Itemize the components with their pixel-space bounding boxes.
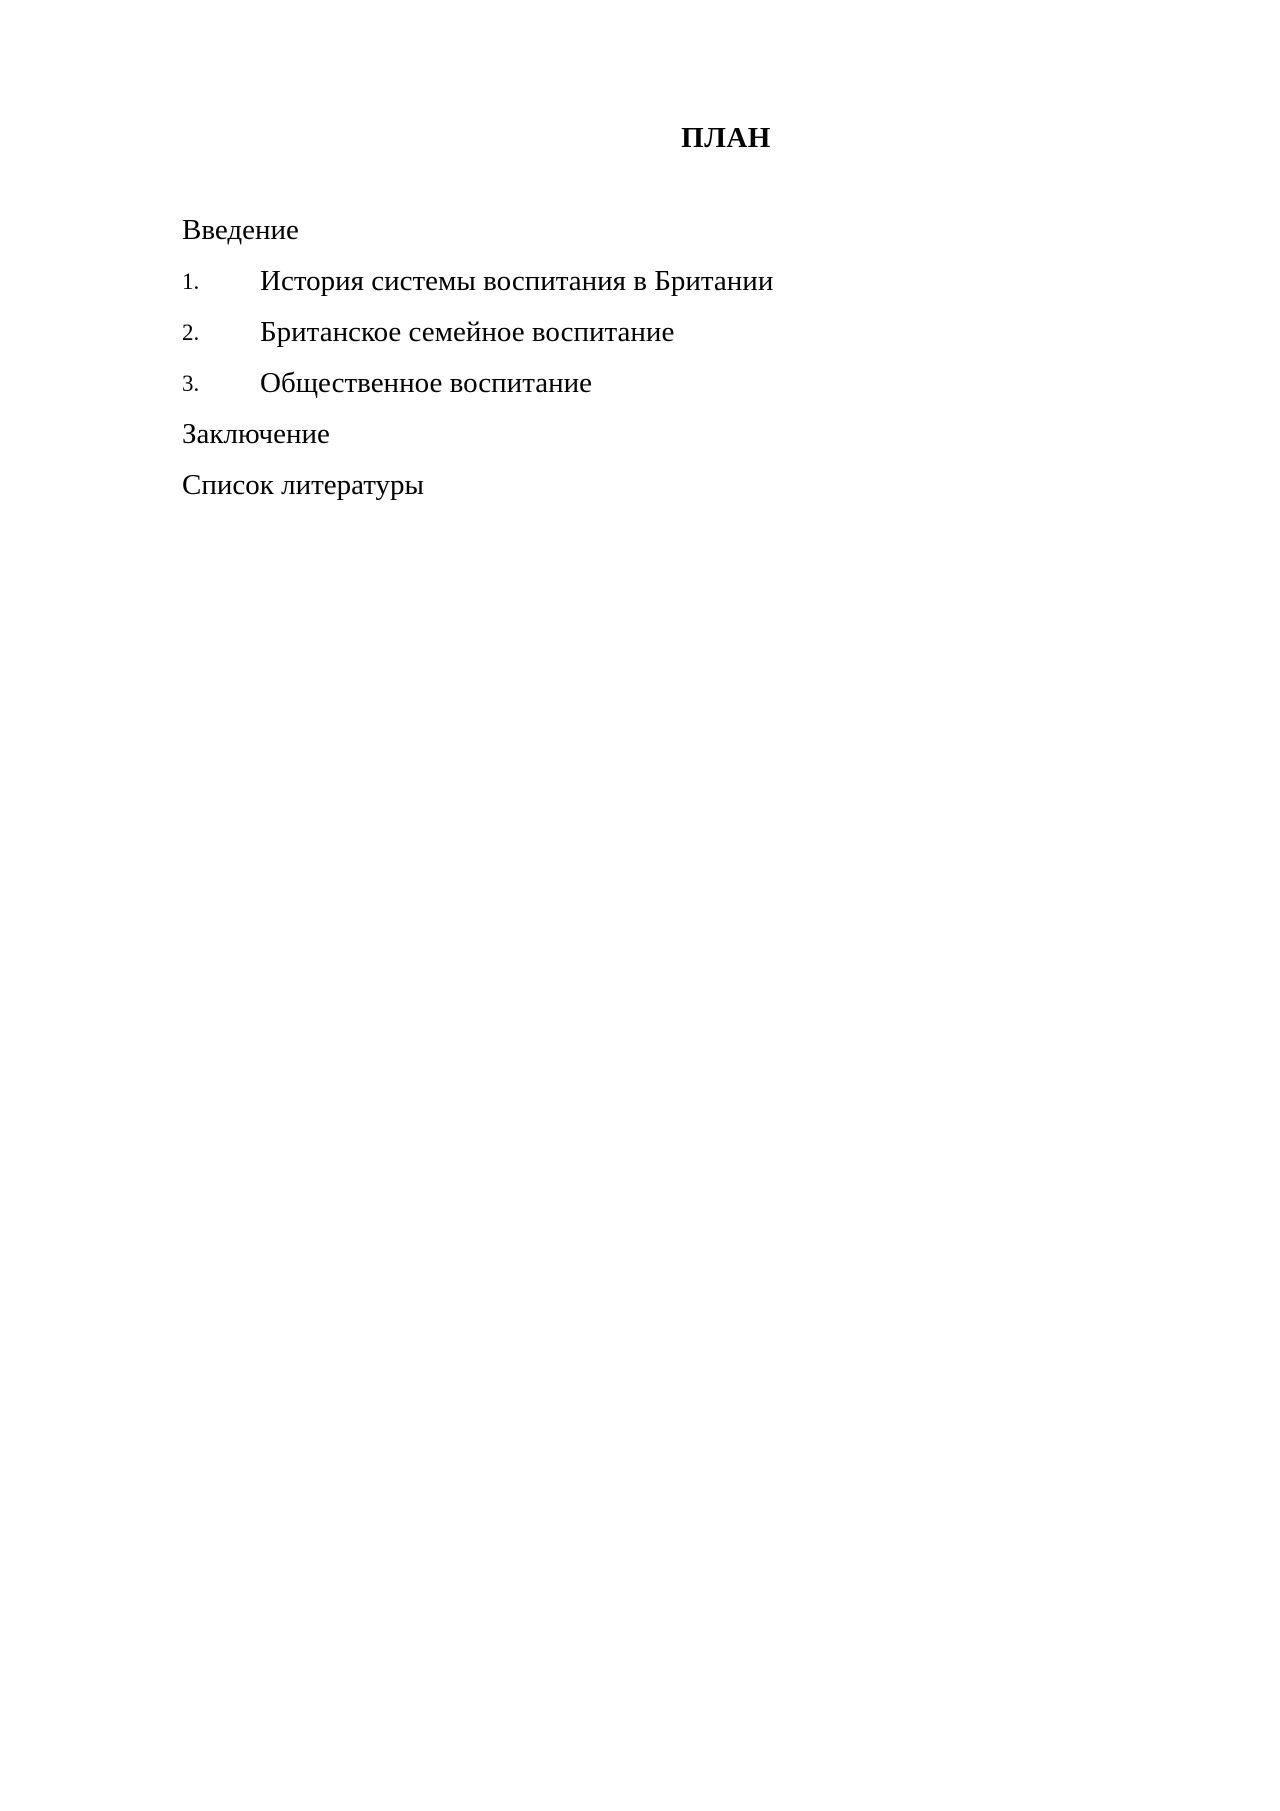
toc-references <box>182 465 1082 516</box>
toc-item-text: История системы воспитания в Британии <box>260 265 774 297</box>
toc-item-number: 3. <box>182 371 200 396</box>
toc-references-label: Список литературы <box>182 469 425 501</box>
table-of-contents <box>182 210 1082 516</box>
toc-item-1 <box>182 261 1082 312</box>
toc-item-text: Британское семейное воспитание <box>260 316 675 348</box>
page-title: ПЛАН <box>681 122 771 154</box>
toc-item-2 <box>182 312 1082 363</box>
toc-conclusion-label: Заключение <box>182 418 330 450</box>
toc-intro-label: Введение <box>182 214 299 246</box>
toc-intro <box>182 210 1082 261</box>
toc-item-number: 2. <box>182 320 200 345</box>
toc-item-3 <box>182 363 1082 414</box>
toc-item-number: 1. <box>182 269 200 294</box>
toc-conclusion <box>182 414 1082 465</box>
toc-item-text: Общественное воспитание <box>260 367 593 399</box>
